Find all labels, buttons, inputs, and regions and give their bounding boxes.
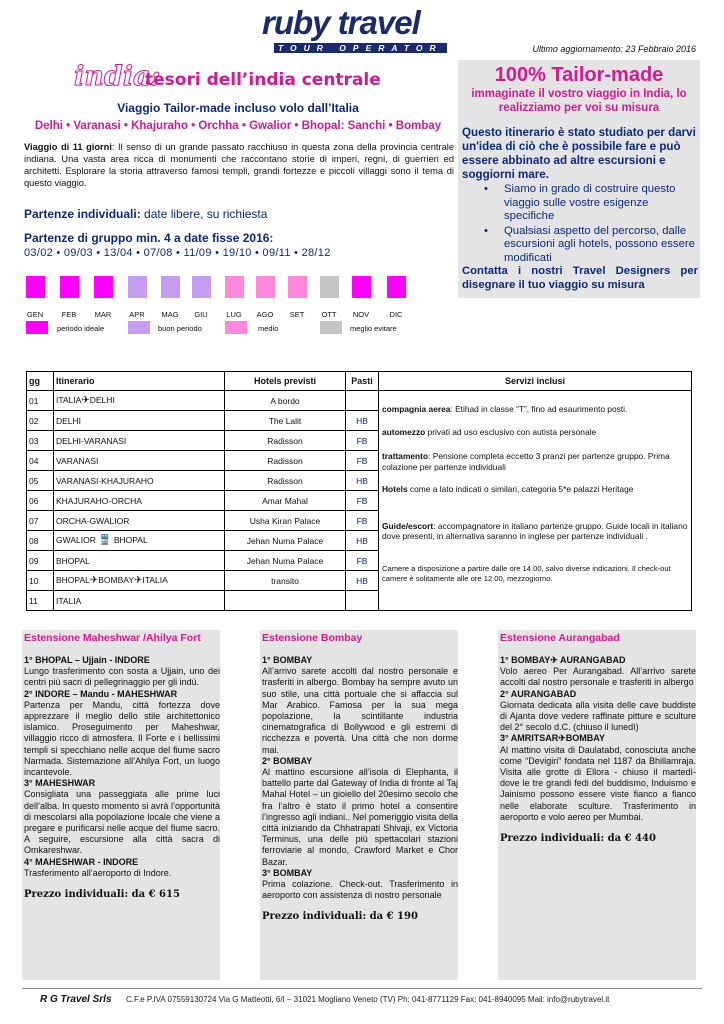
table-row [27, 391, 692, 411]
cell-itinerario [54, 531, 225, 551]
month-label: MAG [161, 310, 179, 319]
month-label: FEB [61, 310, 77, 319]
bullet-text: Qualsiasi aspetto del percorso, dalle escursioni agli hotels, possono essere modificati [504, 224, 695, 264]
month-label: GIU [194, 310, 208, 319]
checkin-note: Camere a disposizione a partire dalle ore 14.00, salvo diverse indicazioni. Il check-out camere è solitamente alle ore 12.00, mezzogiorno. [382, 563, 671, 583]
cell-gg: 02 [27, 411, 54, 431]
bullet-icon: • [484, 224, 488, 237]
cell-pasti: FB [346, 451, 379, 471]
legend-label: buon periodo [158, 324, 202, 333]
service-text: : Etihad in classe “T”, fino ad esaurimento posti. [450, 404, 628, 414]
extension-day-heading: 1° BHOPAL – Ujjain - INDORE [24, 655, 150, 665]
cell-pasti: HB [346, 571, 379, 591]
cell-pasti [346, 391, 379, 411]
legend-swatch [225, 321, 247, 334]
cell-itinerario [54, 551, 225, 571]
itinerary-stop: BOMBAY [98, 575, 134, 585]
itinerary-stop: DELHI-VARANASI [56, 435, 127, 446]
page-title: tesori dell’india centrale [145, 70, 381, 90]
itinerary-stop: KHAJURAHO-ORCHA [56, 495, 142, 506]
extension-day-text: Consigliata una passeggiata alle prime luci dell’alba. In questo momento si avrà l’opportunità di mescolarsi alla popolazione locale che viene a pregare e purificarsi nelle acque del fiume sacro. A seguire, escursione alla città sacra di Omkareshwar. [24, 789, 220, 856]
service-label: compagnia aerea [382, 404, 451, 414]
cell-gg: 09 [27, 551, 54, 571]
itinerary-table [26, 371, 692, 611]
cell-gg: 03 [27, 431, 54, 451]
itinerary-stop: ITALIA [56, 395, 82, 405]
group-departures-label: Partenze di gruppo min. 4 a date fisse 2016: [24, 231, 274, 245]
cell-itinerario [54, 411, 225, 431]
list-item [478, 225, 696, 266]
cell-gg: 04 [27, 451, 54, 471]
cell-itinerario [54, 391, 225, 411]
cell-hotel: transito [225, 571, 346, 591]
extension-price: Prezzo individuali: da € 440 [500, 833, 656, 845]
title-india: india: [74, 61, 161, 92]
cell-gg: 05 [27, 471, 54, 491]
cell-servizi [379, 391, 692, 611]
cell-pasti: HB [346, 531, 379, 551]
month-color-box [288, 276, 307, 298]
col-header-hotels: Hotels previsti [225, 372, 346, 391]
extension-day-heading: 3° BOMBAY [262, 867, 313, 878]
extension-day-heading: 2° AURANGABAD [500, 688, 577, 699]
cell-gg: 08 [27, 531, 54, 551]
cell-pasti [346, 591, 379, 611]
individual-departures [24, 207, 267, 221]
service-text: come a lato indicati o similari, categoria 5*e palazzi Heritage [407, 484, 634, 494]
cell-pasti: FB [346, 551, 379, 571]
bullet-text: Siamo in grado di costruire questo viaggio sulle vostre esigenze specifiche [504, 183, 676, 222]
itinerary-stop: GWALIOR [56, 535, 96, 545]
cell-hotel: Radisson [225, 471, 346, 491]
month-color-box [26, 276, 45, 298]
cell-pasti: HB [346, 411, 379, 431]
col-header-itinerario: Itinerario [54, 372, 225, 391]
plane-icon: ✈ [81, 395, 90, 406]
extension-title: Estensione Aurangabad [500, 632, 620, 644]
month-label: OTT [321, 310, 337, 319]
itinerary-stop: VARANASI-KHAJURAHO [56, 475, 154, 486]
intro-body: : Il senso di un grande passato racchiuso in questa zona della provincia centrale indiana. Una vasta area ricca di monumenti che raccontano storie di imperi, regni, di guerrieri ed architetti. Esplorare la storia attraverso famosi templi, grandi fortezze e piccoli villaggi sono il tema di questo viaggio. [24, 142, 454, 188]
cell-gg: 07 [27, 511, 54, 531]
month-label: AGO [256, 310, 274, 319]
group-departure-dates: 03/02 • 09/03 • 13/04 • 07/08 • 11/09 • 19/10 • 09/11 • 28/12 [24, 247, 331, 259]
cell-hotel: Amar Mahal [225, 491, 346, 511]
service-item [382, 521, 688, 542]
month-label: MAR [94, 310, 112, 319]
month-color-box [225, 276, 244, 298]
cell-gg: 10 [27, 571, 54, 591]
month-label: NOV [352, 310, 370, 319]
service-text: privati ad uso esclusivo con autista personale [425, 426, 597, 437]
extension-aurangabad [500, 632, 696, 844]
extension-title: Estensione Bombay [262, 632, 363, 644]
service-item [382, 451, 688, 472]
extension-title: Estensione Maheshwar /Ahilya Fort [24, 632, 201, 644]
legend-swatch [128, 321, 150, 334]
cell-itinerario [54, 451, 225, 471]
tailor-made-title: 100% Tailor-made [494, 64, 664, 86]
itinerary-stop: ITALIA [142, 575, 168, 585]
month-color-box [94, 276, 113, 298]
month-label: LUG [226, 310, 242, 319]
plane-icon: ✈ [134, 575, 143, 586]
itinerary-stop: ORCHA-GWALIOR [56, 515, 130, 526]
plane-icon: ✈ [89, 575, 99, 586]
extension-day-heading: 4° MAHESHWAR - INDORE [24, 856, 139, 867]
col-header-gg: gg [27, 372, 54, 391]
extension-day-text: Lungo trasferimento con sosta a Ujjain, uno dei centri più sacri di pellegrinaggio per gli indù. [24, 666, 220, 688]
month-label: APR [129, 310, 145, 319]
logo-sub-text: TOUR OPERATOR [274, 43, 447, 53]
cell-pasti: HB [346, 471, 379, 491]
cell-hotel: The Lalit [225, 411, 346, 431]
itinerary-stop: DELHI [56, 415, 82, 426]
route-cities: Delhi • Varanasi • Khajuraho • Orchha • Gwalior • Bhopal: Sanchi • Bombay [34, 120, 442, 132]
footer-contact-info: C.F.e P.IVA 07559130724 Via G Matteotti, 6/I – 31021 Mogliano Veneto (TV) Ph: 041-8771129 Fax: 041-8940095 Mail: info@rubytravel.it [126, 995, 610, 1004]
extension-price: Prezzo individuali: da € 190 [262, 911, 418, 923]
extension-day-heading: 3° MAHESHWAR [24, 778, 96, 789]
cell-pasti: FB [346, 511, 379, 531]
cell-pasti: FB [346, 431, 379, 451]
legend-label: meglio evitare [350, 324, 397, 333]
intro-lead: Viaggio di 11 giorni [24, 142, 112, 152]
cell-gg: 06 [27, 491, 54, 511]
itinerary-stop: ITALIA [56, 595, 82, 606]
cell-itinerario [54, 491, 225, 511]
itinerary-stop: BHOPAL [113, 535, 148, 545]
extension-day-heading: 3° AMRITSAR✈BOMBAY [500, 733, 605, 744]
extension-day-text: All’arrivo sarete accolti dal nostro personale e trasferiti in albergo. Bombay ha sempre avuto un suo stile, una città portuale che si affaccia sul Mar Arabico. Famosa per la sua mega popolazione, la scintillante industria cinematografica di Bollywood e gli estremi di ricchezza e povertà. Una città che non dorme mai. [262, 666, 458, 755]
legend-label: medio [258, 324, 279, 333]
intro-text [24, 141, 454, 189]
cell-hotel: Jehan Numa Palace [225, 551, 346, 571]
tailor-made-body: Questo itinerario è stato studiato per darvi un'idea di ciò che è possibile fare e può essere abbinato ad altre escursioni e soggiorni mare. [462, 126, 696, 181]
extension-day-text: Prima colazione. Check-out. Trasferimento in aeroporto con assistenza di nostro personale [262, 879, 458, 901]
service-label: Guide/escort [382, 520, 434, 531]
service-label: trattamento [382, 451, 429, 461]
individual-departures-label: Partenze individuali: [24, 207, 141, 221]
legend-label: periodo ideale [57, 324, 105, 333]
month-label: DIC [389, 310, 403, 319]
tailor-made-bullets [478, 183, 696, 266]
extension-day-heading: 1° BOMBAY✈ AURANGABAD [500, 655, 626, 665]
cell-pasti: FB [346, 491, 379, 511]
month-color-box [387, 276, 406, 298]
cell-hotel: Usha Kiran Palace [225, 511, 346, 531]
table-header-row [27, 372, 692, 391]
extension-day-text: Trasferimento all’aeroporto di Indore. [24, 867, 172, 878]
service-label: Hotels [382, 484, 408, 494]
service-item [382, 427, 688, 438]
list-item [478, 183, 696, 224]
cell-gg: 01 [27, 391, 54, 411]
last-updated: Ultimo aggiornamento: 23 Febbraio 2016 [532, 44, 696, 54]
extension-day-heading: 2° INDORE – Mandu - MAHESHWAR [24, 688, 178, 699]
cell-itinerario [54, 571, 225, 591]
itinerary-stop: BHOPAL [56, 555, 90, 566]
cell-itinerario [54, 511, 225, 531]
month-color-box [128, 276, 147, 298]
footer-company: R G Travel Srls [40, 994, 112, 1005]
tailor-made-contact: Contatta i nostri Travel Designers per disegnare il tuo viaggio su misura [462, 265, 698, 291]
extension-day-heading: 1° BOMBAY [262, 655, 313, 665]
extension-day-text: Volo aereo Per Aurangabad. All’arrivo sarete accolti dal nostro personale e trasferiti in albergo [500, 666, 696, 688]
extension-day-text: Giornata dedicata alla visita delle cave buddiste di Ajanta dove vedere raffinate pitture e sculture del 2° secolo d.C. (chiuso il lunedì) [500, 699, 696, 733]
cell-hotel: Jehan Numa Palace [225, 531, 346, 551]
extension-day-text: Al mattino escursione all’isola di Elephanta, il battello parte dal Gateway of India di fronte al Taj Mahal Hotel – un gioiello del 20esimo secolo che fra l’altro è stato il primo hotel a consentire l’ingresso agli indiani.. Nel pomeriggio visita della città iniziando da Chhatrapati Shivaji, ex Victoria Terminus, una delle più spettacolari stazioni ferroviarie al mondo, Crawford Market e Chor Bazar. [262, 767, 458, 867]
month-color-box [192, 276, 211, 298]
subtitle: Viaggio Tailor-made incluso volo dall’Italia [117, 101, 359, 115]
cell-itinerario [54, 431, 225, 451]
ruby-travel-logo [262, 4, 443, 53]
extension-day-text: Al mattino visita di Daulatabd, conosciuta anche come “Devigiri” fondata nel 1187 da Bhillamraja. Visita alle grotte di Ellora - chiuso il martedì- dove le tre grandi fedi del buddismo, Induismo e Jainismo possono essere viste fianco a fianco nelle elaborate sculture. Trasferimento in aeroporto e volo aereo per Mumbai. [500, 744, 696, 822]
extension-maheshwar [24, 632, 220, 900]
month-color-box [256, 276, 275, 298]
itinerary-stop: BHOPAL [56, 575, 90, 585]
service-text: : Pensione completa eccetto 3 pranzi per partenze gruppo. Prima colazione per partenze individuali [382, 451, 670, 472]
col-header-servizi: Servizi inclusi [379, 372, 692, 391]
month-color-box [60, 276, 79, 298]
itinerary-stop: DELHI [89, 395, 115, 405]
cell-hotel: Radisson [225, 431, 346, 451]
service-text: : accompagnatore in italiano partenze gruppo. Guide locali in italiano dove presenti, in alternativa saranno in inglese per partenze individuali . [382, 520, 688, 541]
month-color-box [320, 276, 339, 298]
legend-swatch [320, 321, 342, 334]
service-item [382, 484, 688, 495]
extension-bombay [262, 632, 458, 923]
train-icon: 🚆 [95, 535, 114, 546]
col-header-pasti: Pasti [346, 372, 379, 391]
itinerary-stop: VARANASI [56, 455, 99, 466]
cell-itinerario [54, 591, 225, 611]
cell-hotel: Radisson [225, 451, 346, 471]
cell-hotel [225, 591, 346, 611]
footer-divider [22, 988, 702, 989]
legend-swatch [26, 321, 48, 334]
individual-departures-value: date libere, su richiesta [140, 207, 268, 221]
extension-price: Prezzo individuali: da € 615 [24, 889, 180, 901]
bullet-icon: • [484, 183, 488, 195]
logo-main-text: ruby travel [262, 4, 420, 41]
month-label: GEN [26, 310, 44, 319]
month-label: SET [289, 310, 305, 319]
extension-day-heading: 2° BOMBAY [262, 755, 313, 766]
tailor-made-subtitle: immaginate il vostro viaggio in India, lo realizziamo per voi su misura [471, 88, 687, 114]
cell-hotel: A bordo [225, 391, 346, 411]
month-color-box [352, 276, 371, 298]
month-color-box [161, 276, 180, 298]
cell-gg: 11 [27, 591, 54, 611]
cell-itinerario [54, 471, 225, 491]
extension-day-text: Partenza per Mandu, città fortezza dove apprezzare il meglio dello stile architettonico islamico. Proseguimento per Maheshwar, villaggio ricco di atmosfera. Il Forte e i bellissimi templi si specchiano nelle acque del fiume sacro Narmada. Sistemazione all’Ahilya Fort, un luogo incantevole. [24, 699, 220, 778]
service-label: automezzo [382, 426, 426, 437]
service-item [382, 404, 688, 415]
